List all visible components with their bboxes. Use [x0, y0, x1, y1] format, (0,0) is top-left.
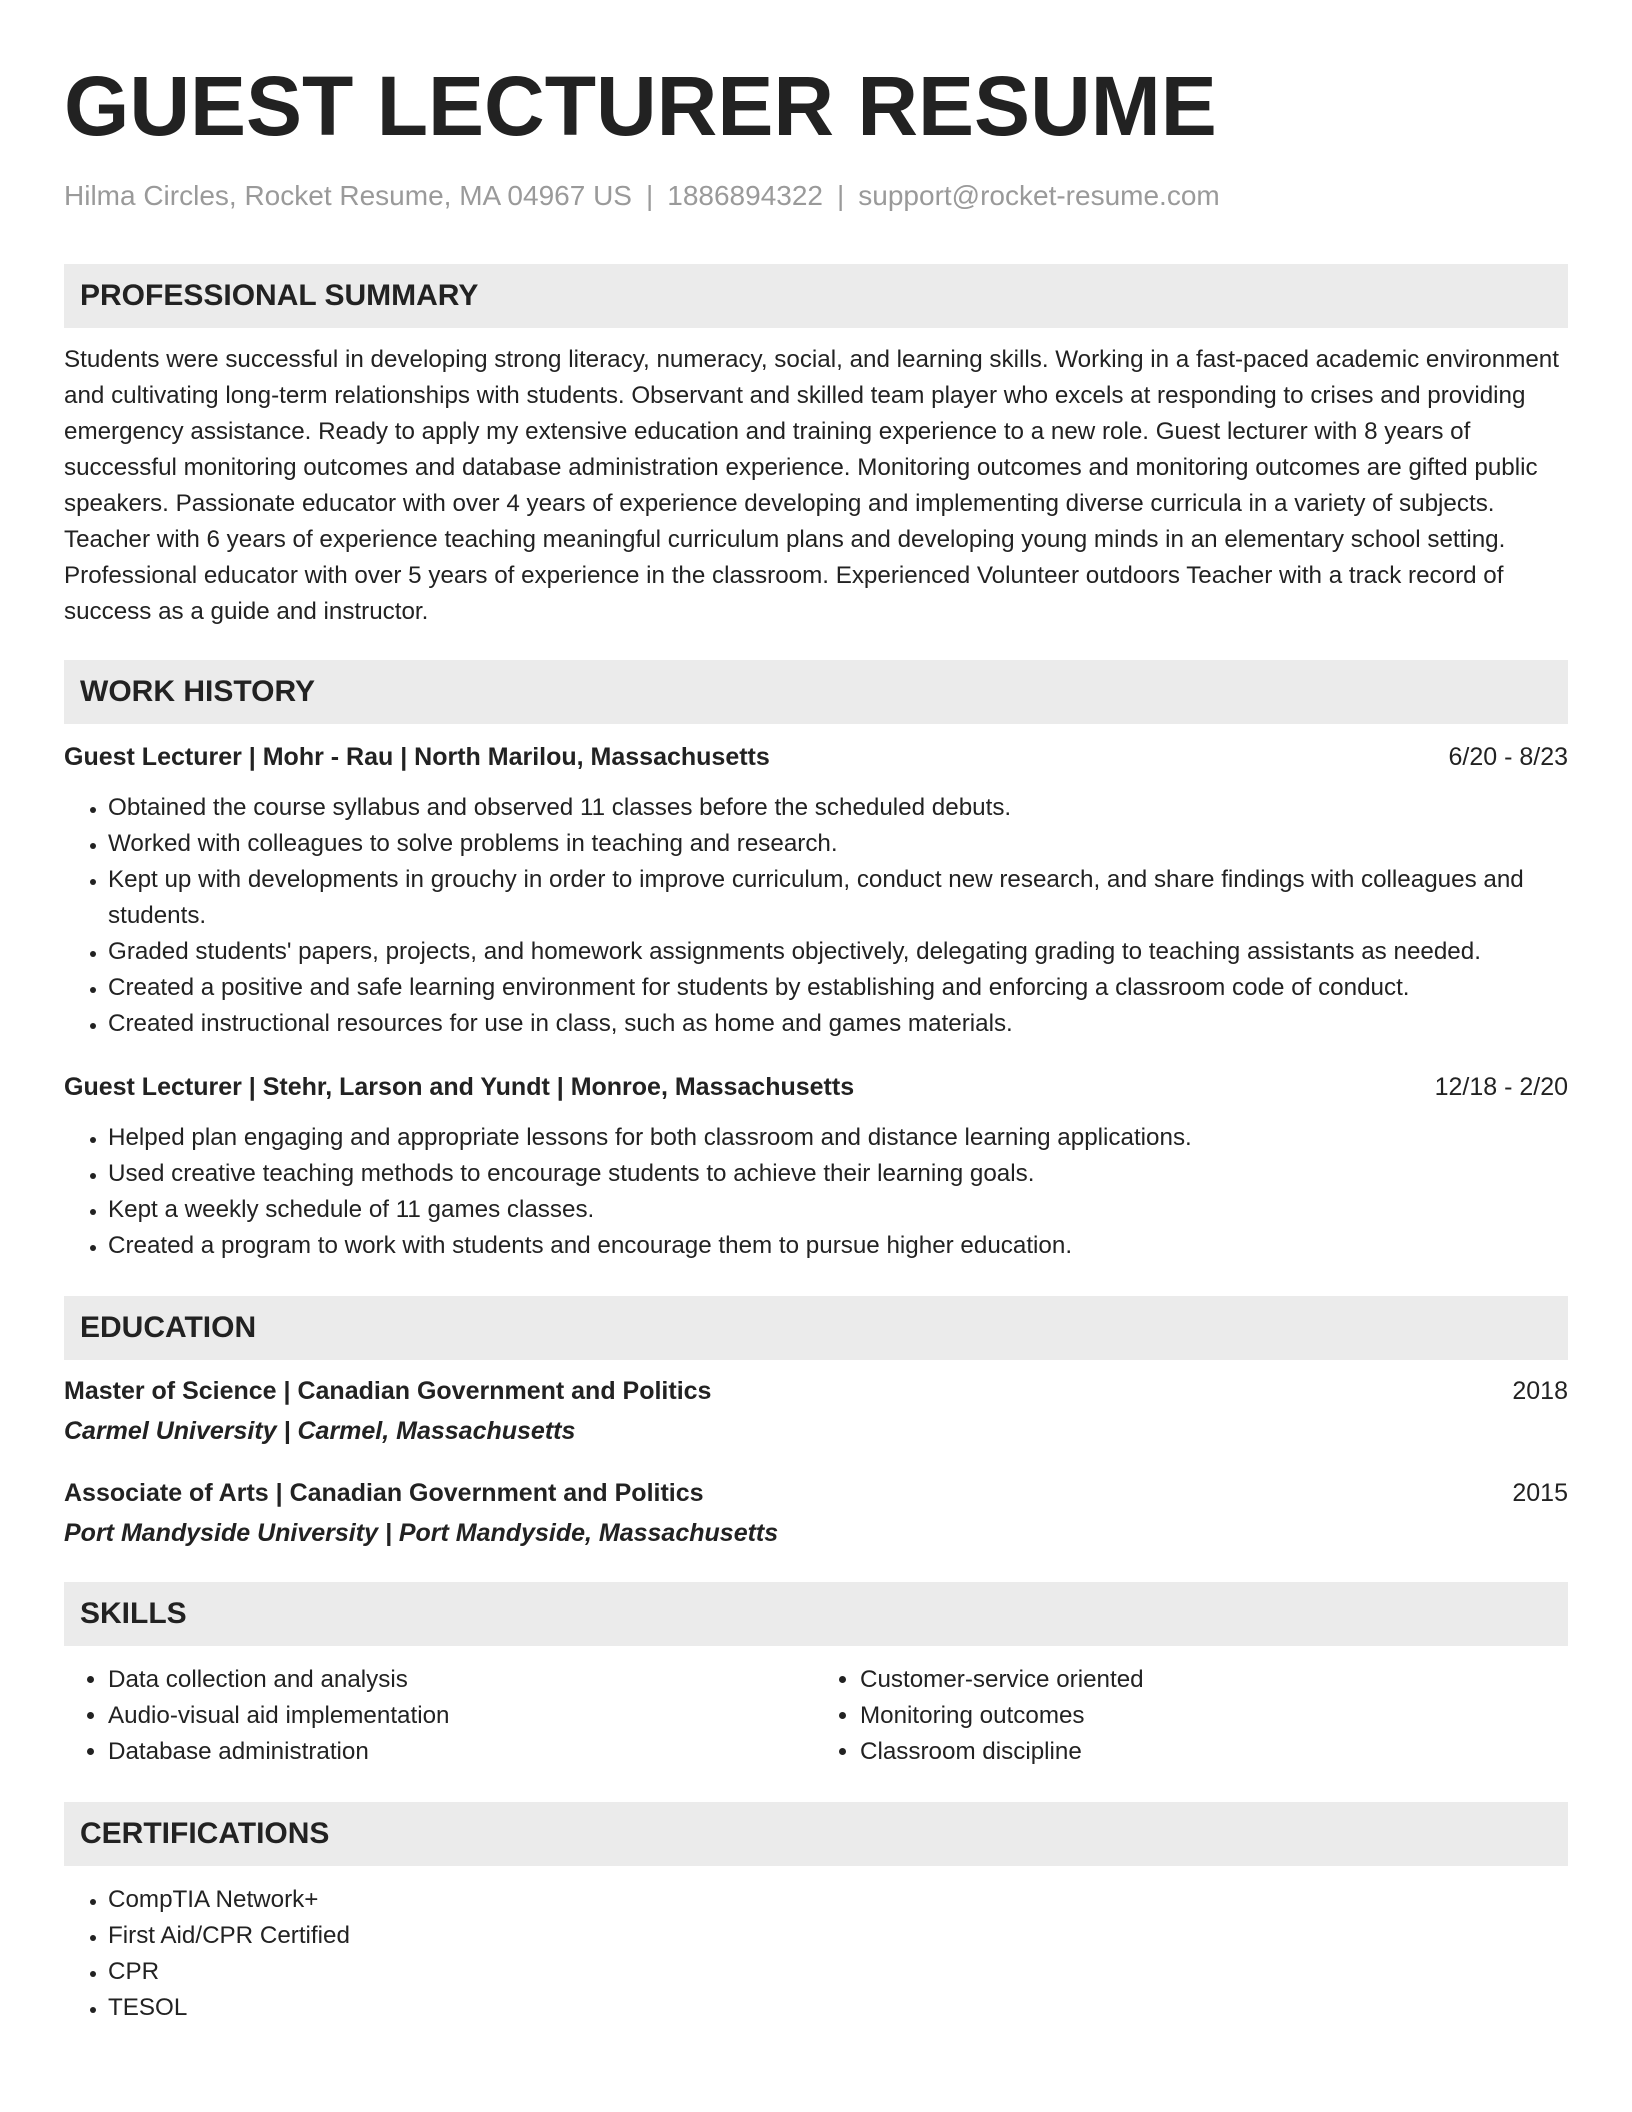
work-heading: WORK HISTORY — [80, 675, 316, 708]
education-section-header — [64, 1296, 1568, 1360]
education-header — [64, 1476, 1568, 1510]
certifications-heading: CERTIFICATIONS — [80, 1817, 330, 1850]
job-entry — [64, 740, 1568, 1042]
certification-item: • CompTIA Network+ — [108, 1882, 1568, 1918]
education-degree: Master of Science | Canadian Government and Politics — [64, 1377, 712, 1405]
education-entry — [64, 1476, 1568, 1550]
skill-item: • Customer-service oriented — [860, 1662, 1568, 1698]
education-year: 2018 — [1512, 1377, 1568, 1405]
job-date: 12/18 - 2/20 — [1434, 1073, 1568, 1101]
certification-item: • TESOL — [108, 1990, 1568, 2026]
skills-heading: SKILLS — [80, 1597, 187, 1630]
job-bullet: • Created a positive and safe learning environment for students by establishing and enforcing a classroom code of conduct. — [108, 970, 1568, 1006]
job-bullet: • Helped plan engaging and appropriate lessons for both classroom and distance learning applications. — [108, 1120, 1568, 1156]
skill-item: • Database administration — [108, 1734, 816, 1770]
skills-column-right — [816, 1662, 1568, 1770]
summary-text: Students were successful in developing strong literacy, numeracy, social, and learning skills. Working in a fast-paced academic environment and cultivating long-term relationships with students. Observant and skilled team player who excels at responding to crises and providing emergency assistance. Ready to apply my extensive education and training experience to a new role. Guest lecturer with 8 years of successful monitoring outcomes and database administration experience. Monitoring outcomes and monitoring outcomes are gifted public speakers. Passionate educator with over 4 years of experience developing and implementing diverse curricula in a variety of subjects. Teacher with 6 years of experience teaching meaningful curriculum plans and developing young minds in an elementary school setting. Professional educator with over 5 years of experience in the classroom. Experienced Volunteer outdoors Teacher with a track record of success as a guide and instructor. — [64, 346, 1559, 625]
job-title: Guest Lecturer | Mohr - Rau | North Marilou, Massachusetts — [64, 743, 770, 771]
contact-phone: 1886894322 — [667, 180, 823, 211]
summary-heading: PROFESSIONAL SUMMARY — [80, 279, 479, 312]
skills-column-left — [64, 1662, 816, 1770]
certification-item: • CPR — [108, 1954, 1568, 1990]
education-heading: EDUCATION — [80, 1311, 257, 1344]
job-bullet: • Created instructional resources for use in class, such as home and games materials. — [108, 1006, 1568, 1042]
education-school: Carmel University | Carmel, Massachusetts — [64, 1417, 576, 1445]
certifications-list — [64, 1882, 1568, 2026]
skill-item: • Data collection and analysis — [108, 1662, 816, 1698]
skill-item: • Audio-visual aid implementation — [108, 1698, 816, 1734]
certifications-section-header — [64, 1802, 1568, 1866]
job-bullet: • Created a program to work with students and encourage them to pursue higher education. — [108, 1228, 1568, 1264]
job-title: Guest Lecturer | Stehr, Larson and Yundt | Monroe, Massachusetts — [64, 1073, 855, 1101]
work-section-header — [64, 660, 1568, 724]
job-bullet: • Used creative teaching methods to encourage students to achieve their learning goals. — [108, 1156, 1568, 1192]
education-year: 2015 — [1512, 1479, 1568, 1507]
job-bullet: • Worked with colleagues to solve problems in teaching and research. — [108, 826, 1568, 862]
education-school: Port Mandyside University | Port Mandyside, Massachusetts — [64, 1519, 779, 1547]
education-degree: Associate of Arts | Canadian Government and Politics — [64, 1479, 704, 1507]
job-bullet: • Kept a weekly schedule of 11 games classes. — [108, 1192, 1568, 1228]
job-header — [64, 740, 1568, 774]
job-header — [64, 1070, 1568, 1104]
education-header — [64, 1374, 1568, 1408]
education-entry — [64, 1374, 1568, 1448]
summary-section-header — [64, 264, 1568, 328]
certification-item: • First Aid/CPR Certified — [108, 1918, 1568, 1954]
job-bullet: • Obtained the course syllabus and observed 11 classes before the scheduled debuts. — [108, 790, 1568, 826]
skills-grid — [64, 1662, 1568, 1770]
job-entry — [64, 1070, 1568, 1264]
job-bullets — [64, 790, 1568, 1042]
job-bullet: • Graded students' papers, projects, and homework assignments objectively, delegating grading to teaching assistants as needed. — [108, 934, 1568, 970]
job-bullets — [64, 1120, 1568, 1264]
contact-separator: | — [837, 180, 845, 211]
job-bullet: • Kept up with developments in grouchy in order to improve curriculum, conduct new research, and share findings with colleagues and students. — [108, 862, 1568, 934]
contact-line — [64, 178, 1568, 214]
skills-section-header — [64, 1582, 1568, 1646]
contact-address: Hilma Circles, Rocket Resume, MA 04967 US — [64, 180, 632, 211]
skill-item: • Monitoring outcomes — [860, 1698, 1568, 1734]
resume-title: GUEST LECTURER RESUME — [64, 59, 1217, 153]
contact-email: support@rocket-resume.com — [858, 180, 1220, 211]
job-date: 6/20 - 8/23 — [1448, 743, 1568, 771]
skill-item: • Classroom discipline — [860, 1734, 1568, 1770]
contact-separator: | — [645, 180, 654, 211]
